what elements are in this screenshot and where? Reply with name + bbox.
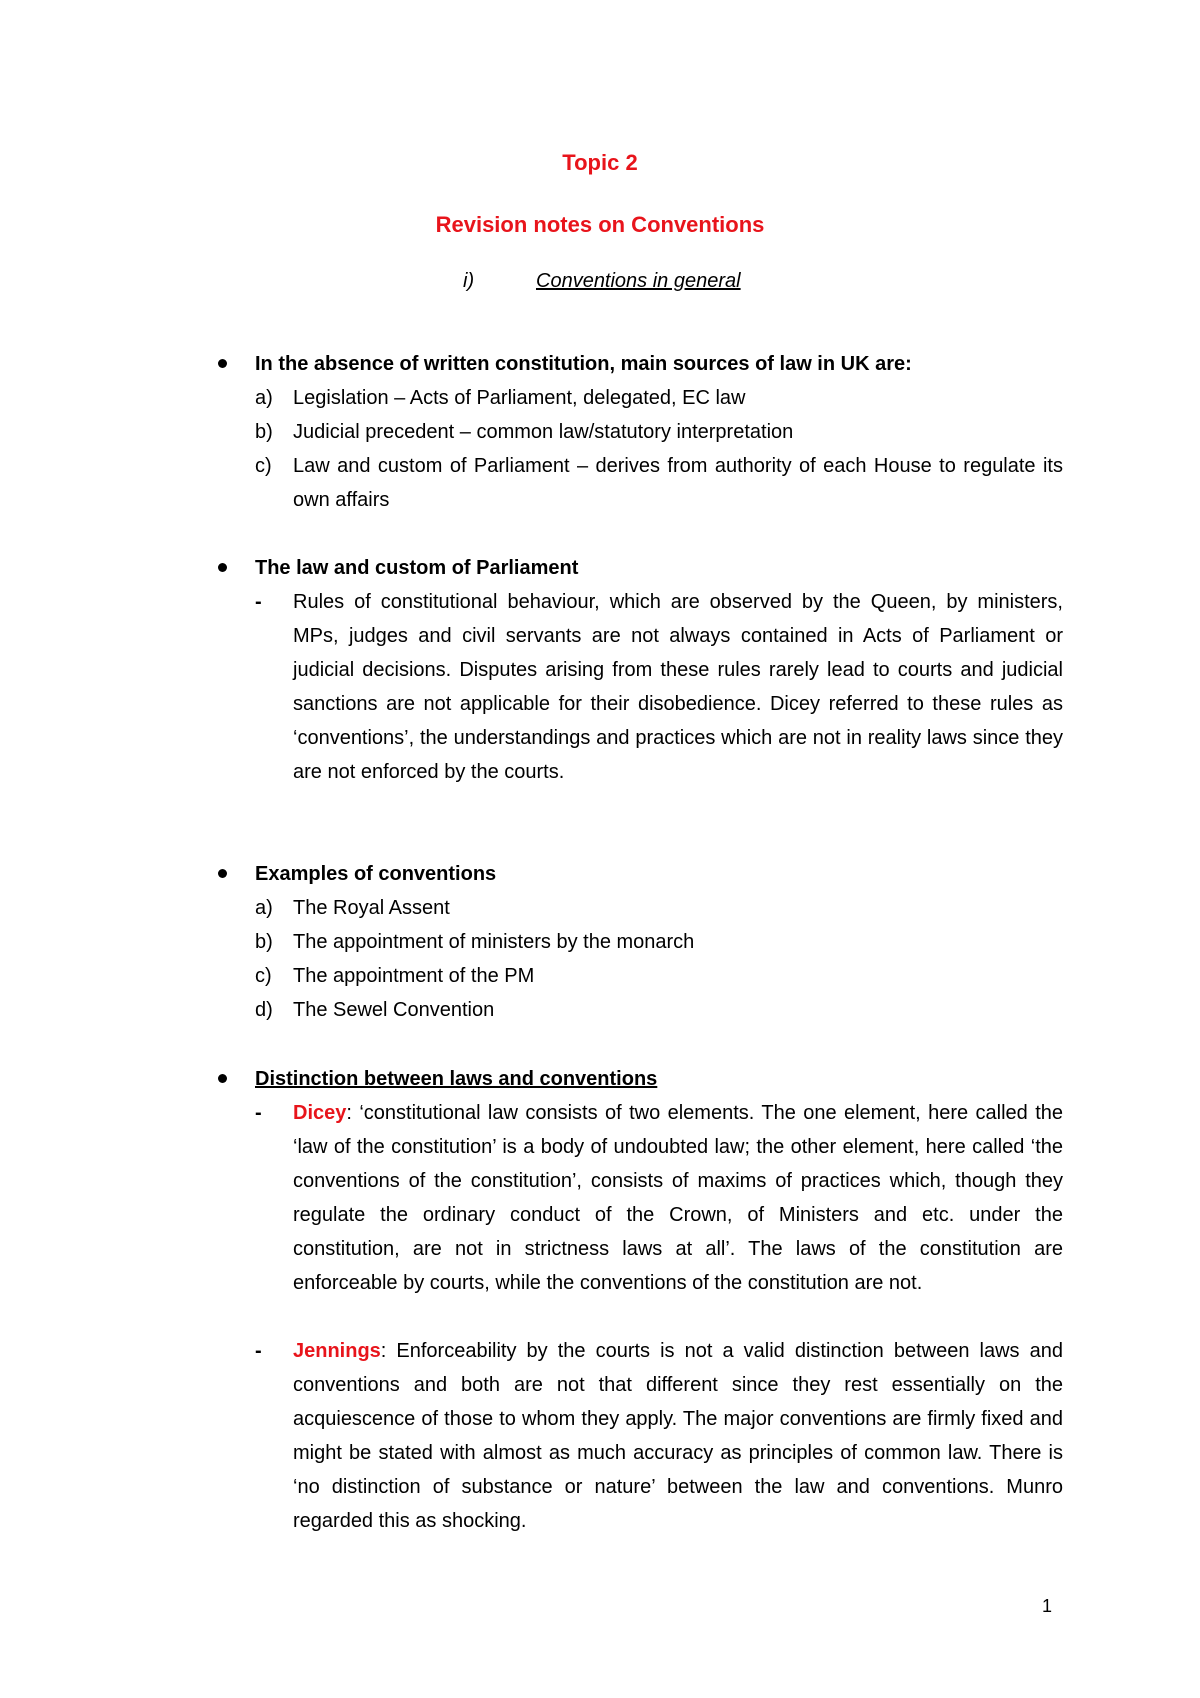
bullet-icon — [218, 563, 227, 572]
list-text: The appointment of ministers by the monarch — [293, 931, 695, 953]
list-item — [255, 959, 1063, 993]
list-text: Legislation – Acts of Parliament, delegated, EC law — [293, 387, 746, 409]
dash-item-dicey — [255, 1096, 1063, 1300]
dash-item-jennings — [255, 1334, 1063, 1538]
list-item — [255, 993, 1063, 1027]
paragraph: Rules of constitutional behaviour, which are observed by the Queen, by ministers, MPs, judges and civil servants are not always contained in Acts of Parliament or judicial decisions. Disputes arising from these rules rarely lead to courts and judicial sanctions are not applicable for their disobedience. Dicey referred to these rules as ‘conventions’, the understandings and practices which are not in reality laws since they are not enforced by the courts. — [293, 591, 1063, 783]
list-item — [255, 415, 1063, 449]
list-item — [255, 891, 1063, 925]
list-text: Law and custom of Parliament – derives from authority of each House to regulate its own affairs — [293, 455, 1063, 511]
list-text: The appointment of the PM — [293, 965, 535, 987]
list-label: b) — [255, 931, 273, 953]
list-label: c) — [255, 965, 272, 987]
bullet-icon — [218, 359, 227, 368]
subsection-number: i) — [463, 270, 475, 292]
section-heading: In the absence of written constitution, main sources of law in UK are: — [255, 353, 912, 375]
list-item — [255, 449, 1063, 517]
list-label: a) — [255, 387, 273, 409]
section-heading: The law and custom of Parliament — [255, 557, 579, 579]
dash-label: - — [255, 1340, 262, 1362]
paragraph — [293, 1096, 1063, 1300]
quote-text: : Enforceability by the courts is not a valid distinction between laws and conventions and both are not that different since they rest essentially on the acquiescence of those to whom they apply. The major conventions are firmly fixed and might be stated with almost as much accuracy as principles of common law. There is ‘no distinction of substance or nature’ between the law and conventions. Munro regarded this as shocking. — [293, 1340, 1063, 1532]
dash-label: - — [255, 591, 262, 613]
section-heading: Examples of conventions — [255, 863, 497, 885]
list-text: The Royal Assent — [293, 897, 450, 919]
list-label: d) — [255, 999, 273, 1021]
list-label: b) — [255, 421, 273, 443]
quote-text: : ‘constitutional law consists of two elements. The one element, here called the ‘law of the constitution’ is a body of undoubted law; the other element, here called ‘the conventions of the constitution’, consists of maxims of practices which, though they regulate the ordinary conduct of the Crown, of Ministers and etc. under the constitution, are not in strictness laws at all’. The laws of the constitution are enforceable by courts, while the conventions of the constitution are not. — [293, 1102, 1063, 1294]
list-label: c) — [255, 455, 272, 477]
subsection-label: Conventions in general — [536, 270, 741, 292]
author-name: Dicey — [293, 1102, 347, 1124]
list-item — [255, 925, 1063, 959]
paragraph — [293, 1334, 1063, 1538]
author-name: Jennings — [293, 1340, 381, 1362]
list-item — [255, 381, 1063, 415]
dash-item — [255, 585, 1063, 789]
page-number: 1 — [1041, 1596, 1052, 1616]
list-text: The Sewel Convention — [293, 999, 495, 1021]
page-title: Topic 2 — [562, 150, 638, 175]
section-heading: Distinction between laws and conventions — [255, 1068, 658, 1090]
list-text: Judicial precedent – common law/statutory interpretation — [293, 421, 794, 443]
bullet-icon — [218, 1074, 227, 1083]
page-subtitle: Revision notes on Conventions — [435, 212, 765, 237]
list-label: a) — [255, 897, 273, 919]
bullet-icon — [218, 869, 227, 878]
dash-label: - — [255, 1102, 262, 1124]
